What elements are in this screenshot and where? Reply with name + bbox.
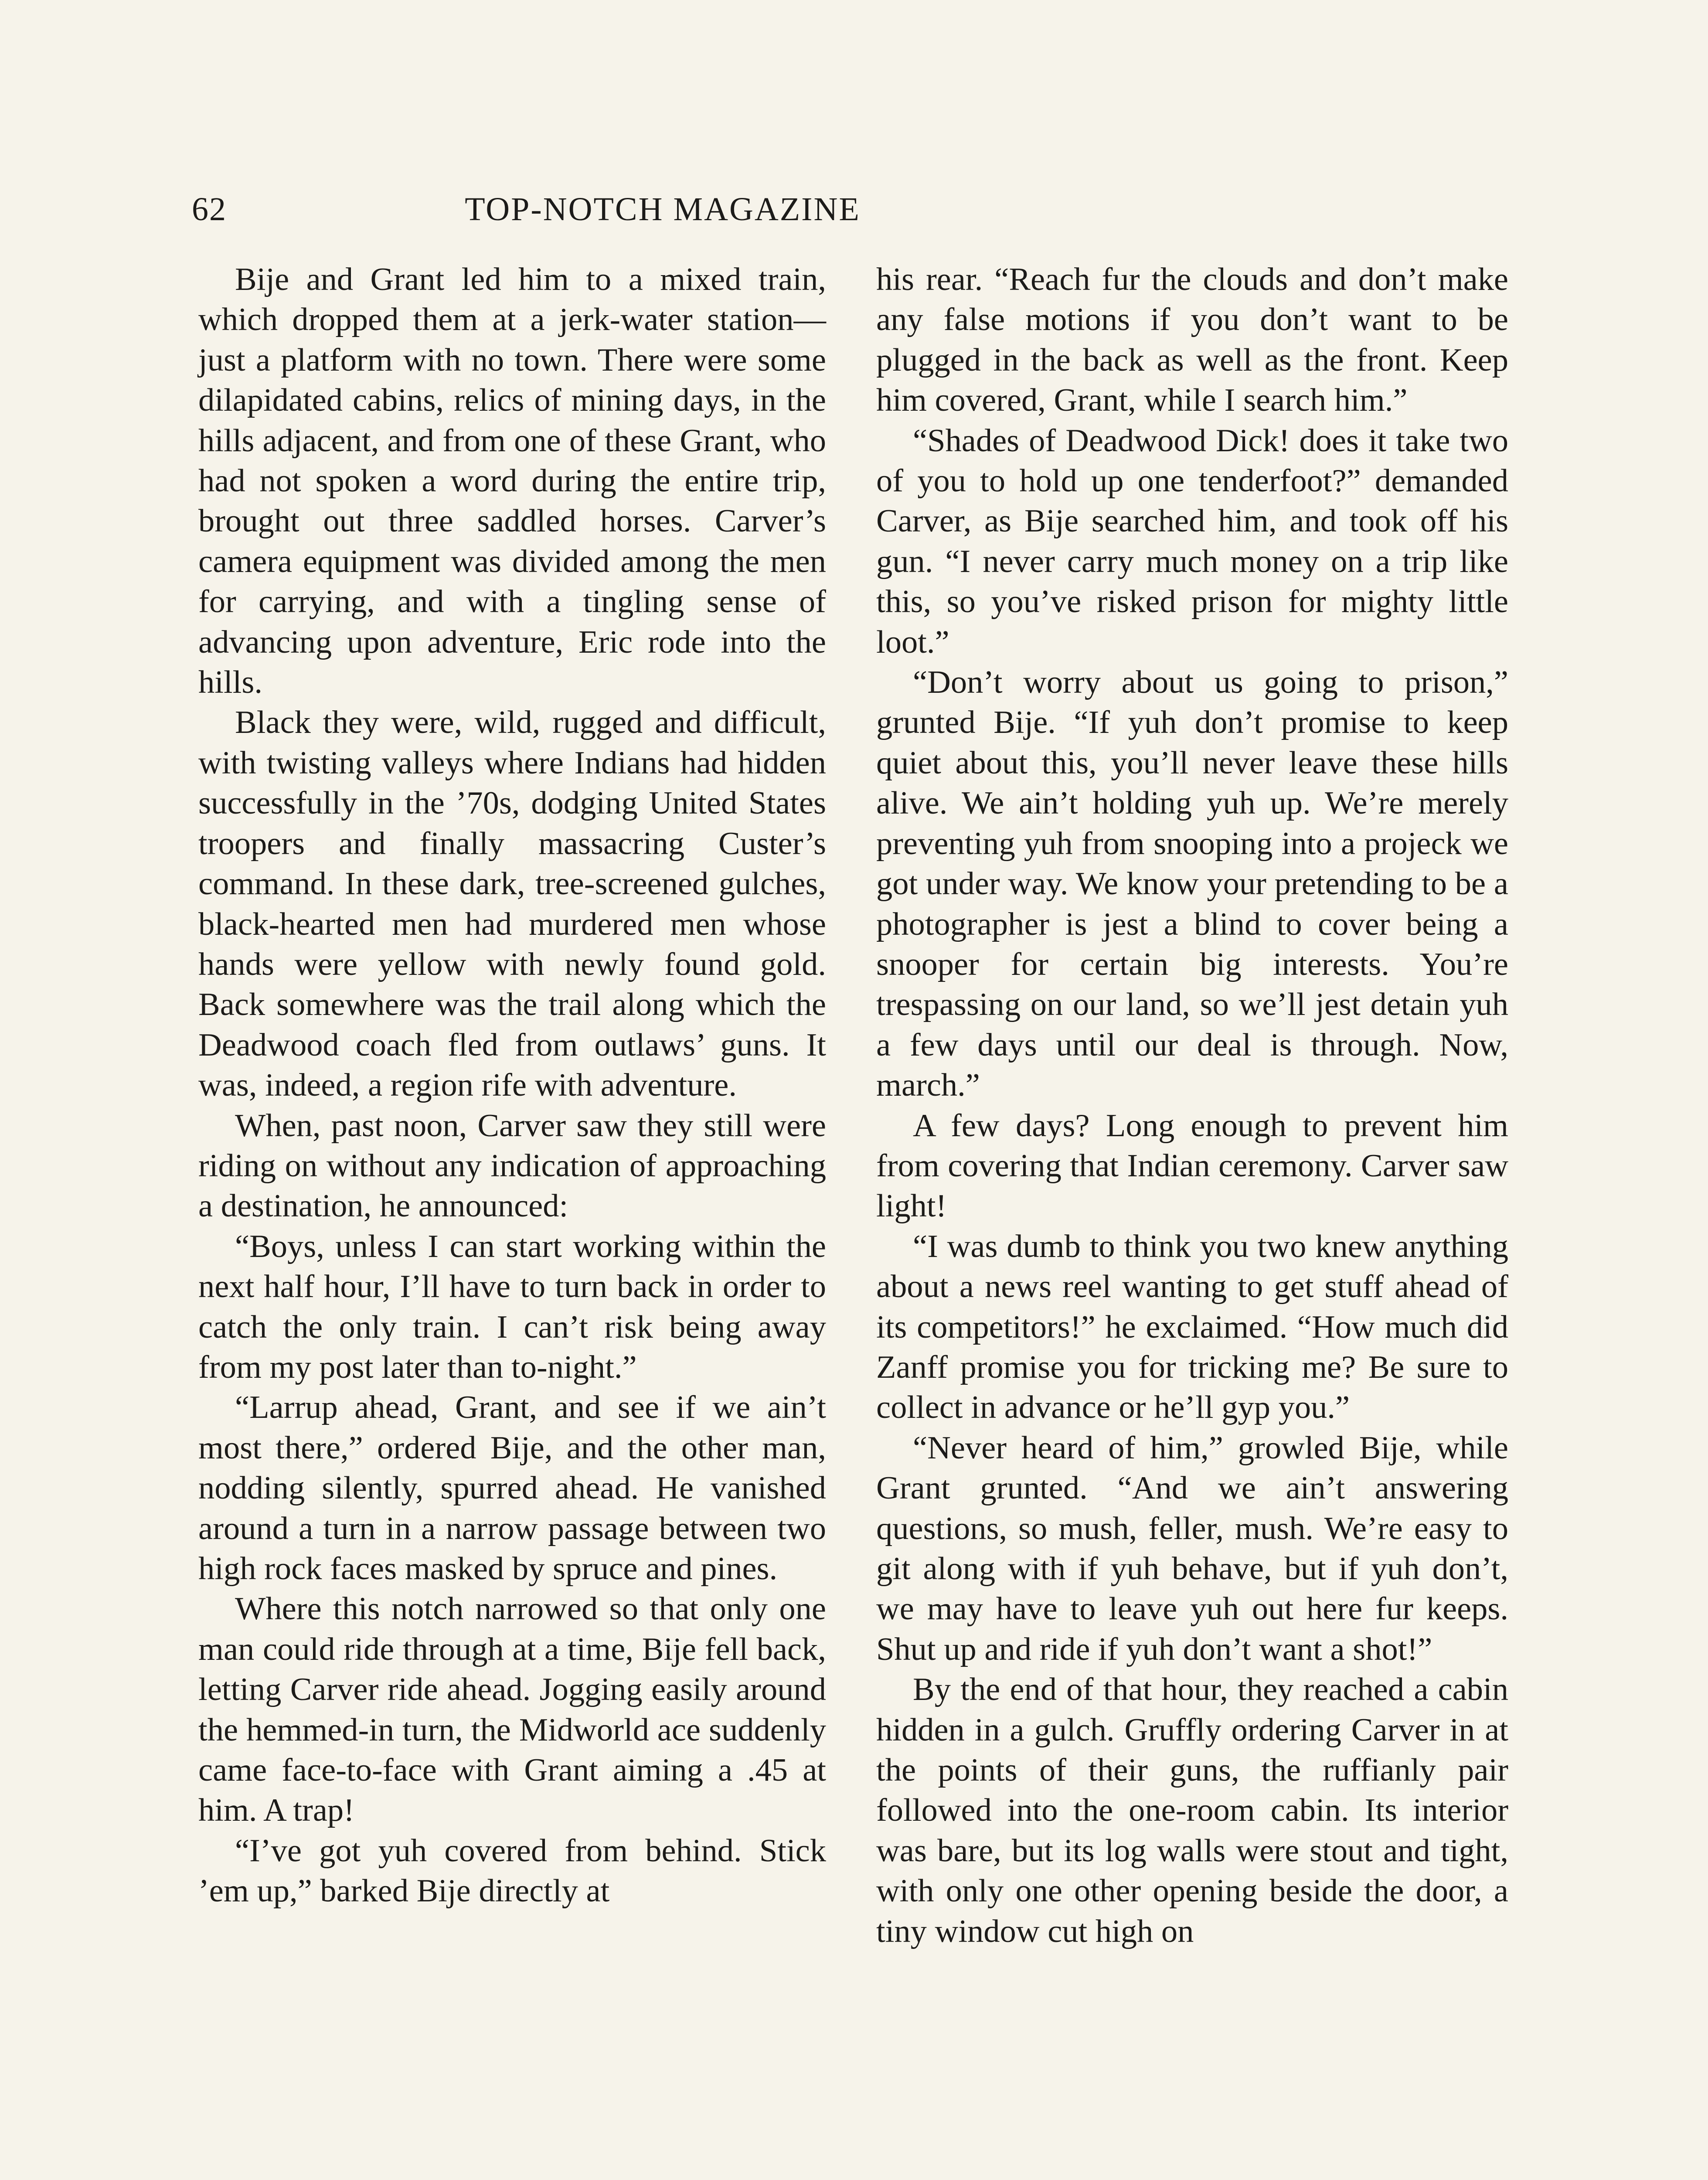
right-column — [876, 259, 1508, 1952]
paragraph: “I was dumb to think you two knew anything about a news reel wanting to get stuff ahead of its competitors!” he exclaimed. “How much did Zanff promise you for tricking me? Be sure to collect in advance or he’ll gyp you.” — [876, 1228, 1508, 1426]
paragraph: his rear. “Reach fur the clouds and don’t make any false motions if you don’t want to be plugged in the back as well as the front. Keep him covered, Grant, while I search him.” — [876, 262, 1508, 419]
paragraph: Bije and Grant led him to a mixed train, which dropped them at a jerk-water station—just a platform with no town. There were some dilapidated cabins, relics of mining days, in the hills adjacent, and from one of these Grant, who had not spoken a word during the entire trip, brought out three saddled horses. Carver’s camera equipment was divided among the men for carrying, and with a tingling sense of advancing upon adventure, Eric rode into the hills. — [198, 262, 826, 701]
paragraph: “Never heard of him,” growled Bije, while Grant grunted. “And we ain’t answering questions, so mush, feller, mush. We’re easy to git along with if yuh behave, but if yuh don’t, we may have to leave yuh out here fur keeps. Shut up and ride if yuh don’t want a shot!” — [876, 1430, 1508, 1667]
paragraph: “I’ve got yuh covered from behind. Stick ’em up,” barked Bije directly at — [198, 1833, 826, 1909]
paragraph: A few days? Long enough to prevent him from covering that Indian ceremony. Carver saw light! — [876, 1107, 1508, 1224]
page-number: 62 — [192, 191, 227, 228]
paragraph: Black they were, wild, rugged and difficult, with twisting valleys where Indians had hidden successfully in the ’70s, dodging United States troopers and finally massacring Custer’s command. In these dark, tree-screened gulches, black-hearted men had murdered men whose hands were yellow with newly found gold. Back somewhere was the trail along which the Deadwood coach fled from outlaws’ guns. It was, indeed, a region rife with adventure. — [198, 705, 826, 1104]
left-column — [198, 259, 826, 1911]
paragraph: “Larrup ahead, Grant, and see if we ain’t most there,” ordered Bije, and the other man, nodding silently, spurred ahead. He vanished around a turn in a narrow passage between two high rock faces masked by spruce and pines. — [198, 1390, 826, 1587]
paragraph: By the end of that hour, they reached a cabin hidden in a gulch. Gruffly ordering Carver in at the points of their guns, the ruffianly pair followed into the one-room cabin. Its interior was bare, but its log walls were stout and tight, with only one other opening beside the door, a tiny window cut high on — [876, 1672, 1508, 1949]
paragraph: When, past noon, Carver saw they still were riding on without any indication of approaching a destination, he announced: — [198, 1107, 826, 1224]
paragraph: “Shades of Deadwood Dick! does it take two of you to hold up one tenderfoot?” demanded Carver, as Bije searched him, and took off his gun. “I never carry much money on a trip like this, so you’ve risked prison for mighty little loot.” — [876, 422, 1508, 660]
paragraph: “Boys, unless I can start working within the next half hour, I’ll have to turn back in order to catch the only train. I can’t risk being away from my post later than to-night.” — [198, 1228, 826, 1385]
page-header — [192, 187, 1099, 235]
paragraph: “Don’t worry about us going to prison,” grunted Bije. “If yuh don’t promise to keep quiet about this, you’ll never leave these hills alive. We ain’t holding yuh up. We’re merely preventing yuh from snooping into a projeck we got under way. We know your pretending to be a photographer is jest a blind to cover being a snooper for certain big interests. You’re trespassing on our land, so we’ll jest detain yuh a few days until our deal is through. Now, march.” — [876, 664, 1508, 1104]
paragraph: Where this notch narrowed so that only one man could ride through at a time, Bije fell back, letting Carver ride ahead. Jogging easily around the hemmed-in turn, the Midworld ace suddenly came face-to-face with Grant aiming a .45 at him. A trap! — [198, 1591, 826, 1829]
running-title: TOP-NOTCH MAGAZINE — [465, 191, 861, 228]
